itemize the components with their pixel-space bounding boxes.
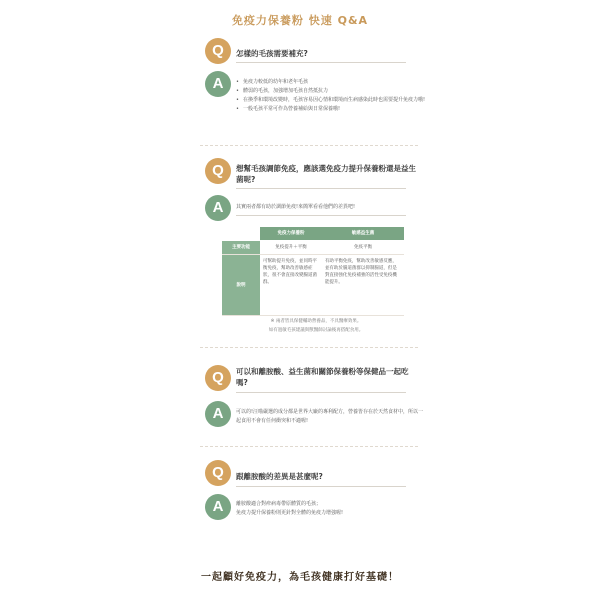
section-divider — [200, 446, 418, 447]
table-cell: 可幫助提升免疫，並同時平衡免疫，幫助改善敏感症狀，很不會直接改變腸道菌群。 — [260, 255, 322, 316]
question-3-underline — [236, 392, 406, 393]
question-badge-1: Q — [205, 38, 231, 64]
table-note: ※ 兩者皆具保健輔助營養品，不具醫療效果。 — [270, 319, 362, 324]
section-divider — [200, 347, 418, 348]
table-corner-cell — [222, 227, 260, 241]
table-col-header: 免疫力保養粉 — [260, 227, 322, 241]
answer-badge-4: A — [205, 494, 231, 520]
table-note: 如有過敏毛孩建議與獸醫師討論後再搭配食用。 — [268, 328, 364, 333]
comparison-table — [222, 227, 404, 316]
answer-badge-3: A — [205, 401, 231, 427]
table-cell: 免疫平衡 — [322, 241, 404, 255]
answer-badge-2: A — [205, 195, 231, 221]
table-row — [222, 241, 404, 255]
table-cell: 有助平衡免疫，幫助改善敏感反應，並有助於腸道菌群以抑制腸道，但是對直接強化免疫補強的活性受免疫機能提升。 — [322, 255, 404, 316]
question-4: 跟離胺酸的差異是甚麼呢? — [236, 472, 323, 481]
question-2-underline — [236, 188, 406, 189]
table-header-row — [222, 227, 404, 241]
question-1: 怎樣的毛孩需要補充? — [236, 49, 308, 58]
answer-1-bullet: • 體弱的毛孩，加強增加毛孩自然抵抗力 — [236, 87, 426, 96]
table-col-header: 敏感益生菌 — [322, 227, 404, 241]
question-badge-3: Q — [205, 365, 231, 391]
footer-slogan: 一起顧好免疫力，為毛孩健康打好基礎！ — [201, 572, 399, 583]
page-title: 免疫力保養粉 快速 Q&A — [231, 14, 369, 27]
answer-1-bullet: • 一般毛孩平常可作為營養補給與日常保養哦! — [236, 105, 426, 114]
answer-4 — [236, 500, 426, 518]
answer-1 — [236, 78, 426, 114]
answer-1-bullet: • 免疫力較低的幼年和老年毛孩 — [236, 78, 426, 87]
answer-2: 其實兩者都有助於調節免疫!來簡單看看他們的差異吧! — [236, 204, 356, 210]
question-3: 可以和離胺酸、益生菌和關節保養粉等保健品一起吃嗎? — [236, 367, 409, 387]
question-2: 想幫毛孩調節免疫，應該選免疫力提升保養粉還是益生菌呢? — [236, 164, 416, 184]
table-row — [222, 255, 404, 316]
table-cell: 免疫提升＋平衡 — [260, 241, 322, 255]
question-1-underline — [236, 62, 406, 63]
answer-3: 可以的!汪喵嚴選的成分都是世界大廠的專利配方，營養皆存在於天然食材中，所以一起食用不會有任何衝突和不適喔! — [236, 409, 424, 424]
answer-1-bullet: • 在換季和環境改變時，毛孩容易因心情和環境而生病感染此時也需要提升免疫力哦! — [236, 96, 426, 105]
answer-4-line: 免疫力提升保養粉則更針對全體的免疫力增強喔! — [236, 510, 344, 516]
answer-2-underline — [236, 215, 406, 216]
section-divider — [200, 145, 418, 146]
table-row-label: 說明 — [222, 255, 260, 316]
question-4-underline — [236, 486, 406, 487]
table-row-label: 主要功能 — [222, 241, 260, 255]
question-badge-4: Q — [205, 460, 231, 486]
question-badge-2: Q — [205, 158, 231, 184]
answer-4-line: 離胺酸適合對疹病毒帶原體質的毛孩； — [236, 501, 322, 507]
answer-badge-1: A — [205, 71, 231, 97]
